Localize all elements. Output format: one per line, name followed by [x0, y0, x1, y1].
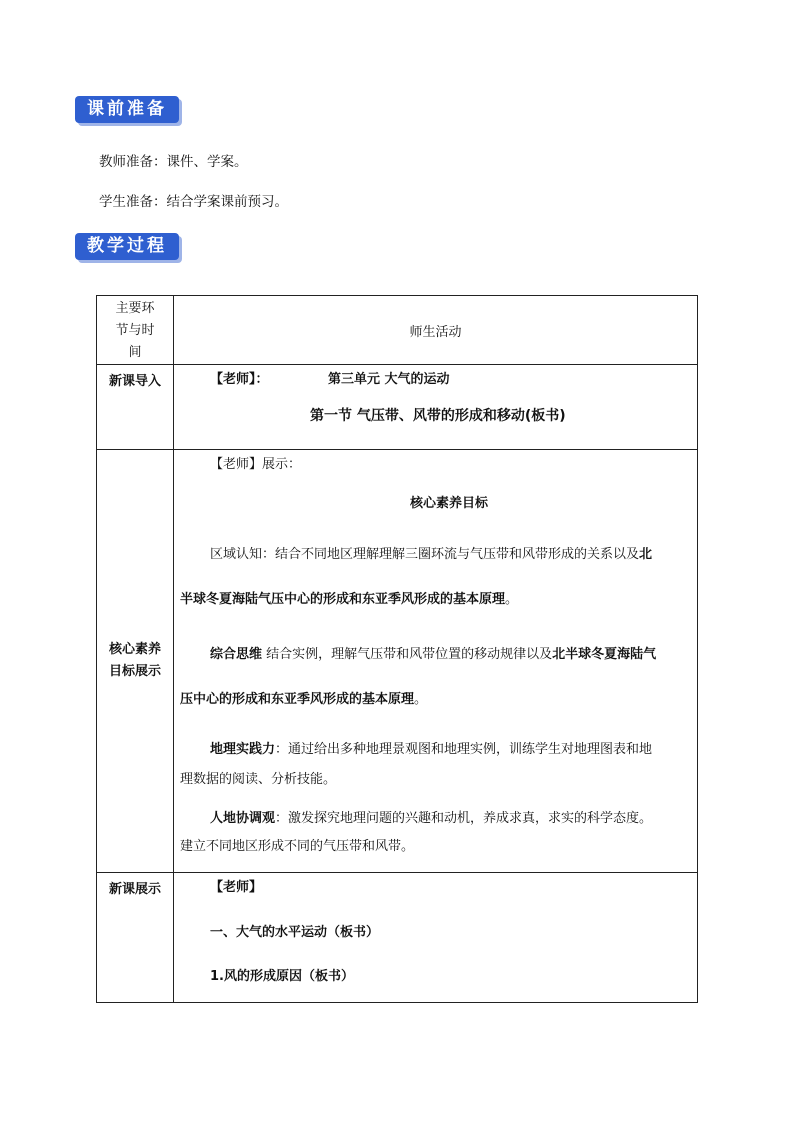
student-prep: 学生准备：结合学案课前预习。: [99, 194, 288, 210]
new-h1: 一、大气的水平运动（板书）: [210, 925, 380, 940]
header-col1: 主要环节与时间: [97, 296, 174, 365]
table-row: [97, 365, 698, 450]
new-h2: 1.风的形成原因（板书）: [210, 969, 354, 984]
synthesis-line2: 压中心的形成和东亚季风形成的基本原理。: [180, 692, 428, 707]
row-label-new: 新课展示: [97, 873, 174, 1003]
intro-section: 第一节 气压带、风带的形成和移动(板书): [310, 408, 566, 424]
row-content-goals: [174, 450, 698, 873]
process-table: [96, 295, 698, 1003]
new-teacher: 【老师】: [210, 880, 263, 895]
region-line2: 半球冬夏海陆气压中心的形成和东亚季风形成的基本原理。: [180, 592, 519, 607]
goals-teacher-show: 【老师】展示：: [210, 457, 302, 472]
process-badge: 教学过程: [75, 233, 179, 260]
goals-heading: 核心素养目标: [410, 496, 489, 511]
table-row: [97, 450, 698, 873]
harmony-line2: 建立不同地区形成不同的气压带和风带。: [180, 839, 415, 854]
practice-line2: 理数据的阅读、分析技能。: [180, 772, 337, 787]
row-label-intro: 新课导入: [97, 365, 174, 450]
intro-unit: 第三单元 大气的运动: [328, 372, 450, 387]
prep-badge: 课前准备: [75, 96, 179, 123]
row-content-intro: [174, 365, 698, 450]
row-label-goals: 核心素养目标展示: [97, 450, 174, 873]
harmony-line1: 人地协调观：激发探究地理问题的兴趣和动机，养成求真，求实的科学态度。: [210, 811, 653, 826]
table-row: [97, 873, 698, 1003]
header-col2: 师生活动: [174, 296, 698, 365]
row-content-new: [174, 873, 698, 1003]
practice-line1: 地理实践力：通过给出多种地理景观图和地理实例，训练学生对地理图表和地: [210, 742, 653, 757]
intro-teacher: 【老师】：: [210, 372, 269, 387]
synthesis-line1: 综合思维 结合实例，理解气压带和风带位置的移动规律以及北半球冬夏海陆气: [210, 647, 657, 662]
teacher-prep: 教师准备：课件、学案。: [99, 154, 248, 170]
region-line1: 区域认知：结合不同地区理解理解三圈环流与气压带和风带形成的关系以及北: [210, 547, 653, 562]
table-header-row: [97, 296, 698, 365]
